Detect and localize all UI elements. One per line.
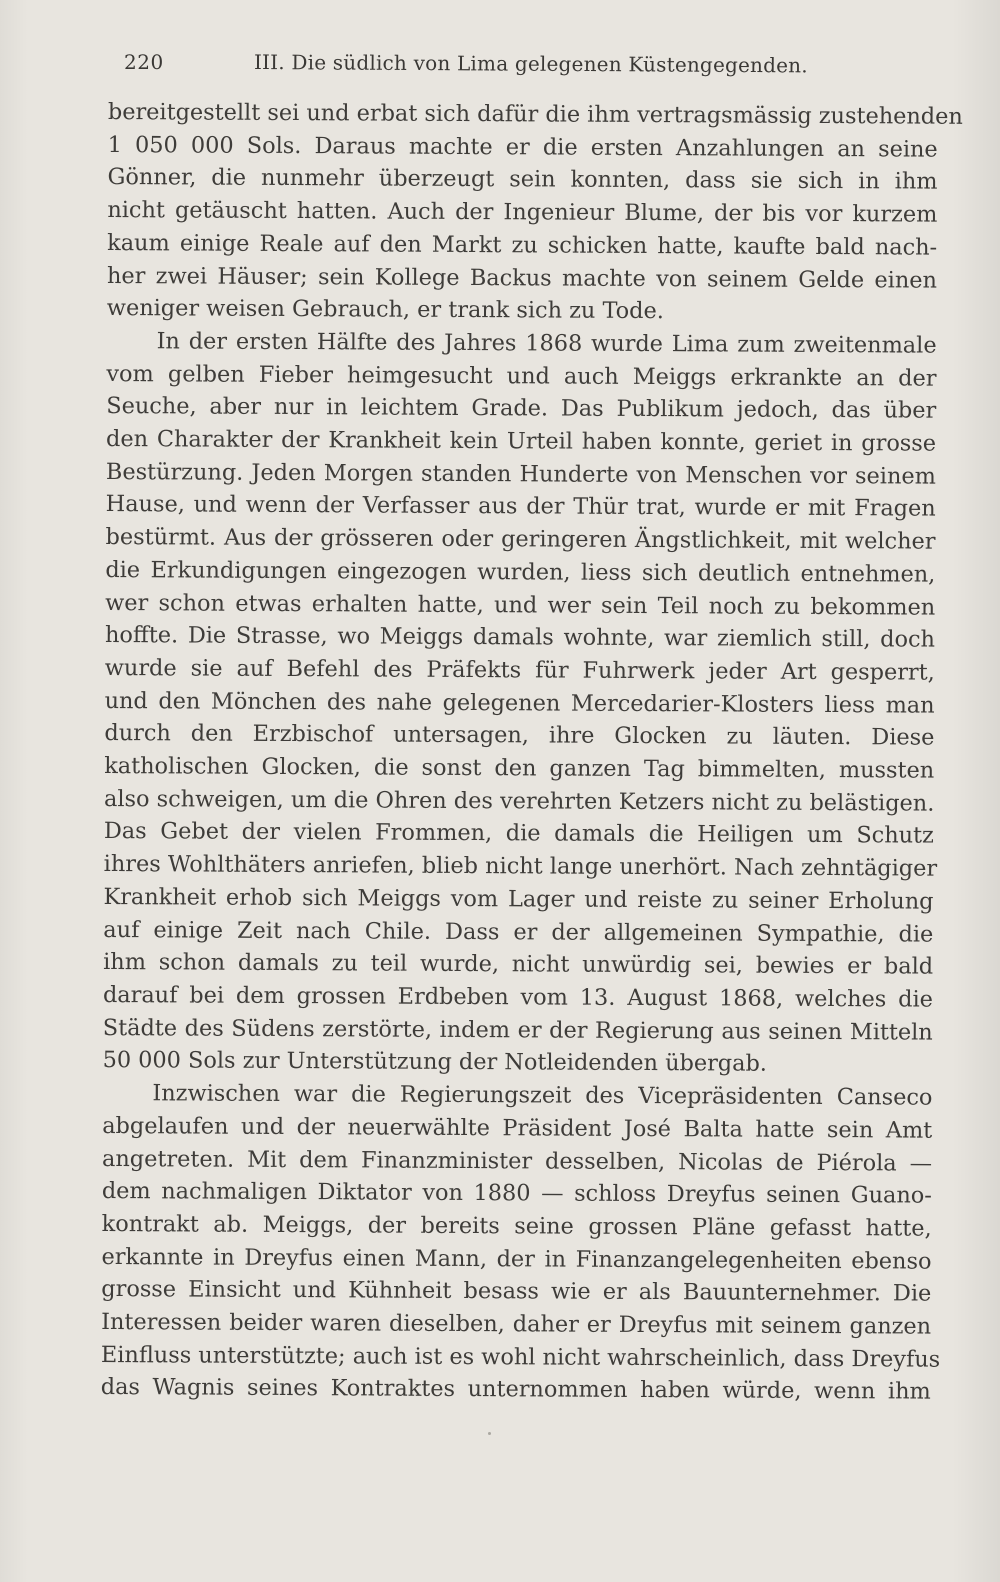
text-line: 50 000 Sols zur Unterstützung der Notleidenden übergab. [102, 1047, 768, 1078]
text-line: also schweigen, um die Ohren des verehrten Ketzers nicht zu belästigen. [104, 785, 935, 817]
text-line: Bestürzung. Jeden Morgen standen Hunderte von Menschen vor seinem [105, 458, 936, 490]
text-line: nicht getäuscht hatten. Auch der Ingenieur Blume, der bis vor kurzem [107, 197, 938, 228]
text-line: kaum einige Reale auf den Markt zu schicken hatte, kaufte bald nach- [107, 229, 938, 261]
text-line: Städte des Südens zerstörte, indem er der Regierung aus seinen Mitteln [102, 1014, 933, 1046]
text-line: bereitgestellt sei und erbat sich dafür die ihm vertragsmässig zustehenden [107, 98, 963, 130]
text-line: Seuche, aber nur in leichtem Grade. Das Publikum jedoch, das über [106, 393, 937, 424]
text-line: grosse Einsicht und Kühnheit besass wie er als Bauunternehmer. Die [101, 1276, 932, 1307]
text-line: abgelaufen und der neuerwählte Präsident José Balta hatte sein Amt [102, 1112, 933, 1144]
text-line: dem nachmaligen Diktator von 1880 — schloss Dreyfus seinen Guano- [101, 1178, 932, 1209]
text-line: vom gelben Fieber heimgesucht und auch Meiggs erkrankte an der [106, 360, 937, 392]
text-line: erkannte in Dreyfus einen Mann, der in Finanzangelegenheiten ebenso [101, 1243, 932, 1275]
text-line: ihm schon damals zu teil wurde, nicht unwürdig sei, bewies er bald [103, 949, 934, 980]
text-line: weniger weisen Gebrauch, er trank sich zu Tode. [106, 295, 664, 325]
text-line: angetreten. Mit dem Finanzminister desselben, Nicolas de Piérola — [101, 1145, 933, 1177]
text-line: Interessen beider waren dieselben, daher er Dreyfus mit seinem ganzen [101, 1308, 932, 1340]
text-line: Hause, und wenn der Verfasser aus der Thür trat, wurde er mit Fragen [105, 491, 936, 523]
running-head: III. Die südlich von Lima gelegenen Küstengegenden. [253, 50, 808, 78]
text-line: durch den Erzbischof untersagen, ihre Glocken zu läuten. Diese [104, 720, 935, 751]
text-line: auf einige Zeit nach Chile. Dass er der allgemeinen Sympathie, die [103, 916, 934, 948]
text-line: Das Gebet der vielen Frommen, die damals die Heiligen um Schutz [103, 818, 934, 850]
text-line: Gönner, die nunmehr überzeugt sein konnten, dass sie sich in ihm [107, 164, 938, 196]
page-header [124, 50, 944, 84]
text-line: wer schon etwas erhalten hatte, und wer sein Teil noch zu bekommen [105, 589, 936, 621]
text-line: den Charakter der Krankheit kein Urteil haben konnte, geriet in grosse [106, 426, 937, 457]
text-line: ihres Wohlthäters anriefen, blieb nicht lange unerhört. Nach zehntägiger [103, 851, 938, 882]
text-line: her zwei Häuser; sein Kollege Backus machte von seinem Gelde einen [106, 262, 938, 294]
text-line: wurde sie auf Befehl des Präfekts für Fuhrwerk jeder Art gesperrt, [104, 654, 935, 686]
paper-speck [488, 1432, 491, 1435]
text-line: kontrakt ab. Meiggs, der bereits seine grossen Pläne gefasst hatte, [101, 1210, 932, 1242]
text-line: Einfluss unterstützte; auch ist es wohl nicht wahrscheinlich, dass Dreyfus [100, 1341, 941, 1373]
text-line: In der ersten Hälfte des Jahres 1868 wurde Lima zum zweitenmale [156, 328, 937, 359]
text-line: 1 050 000 Sols. Daraus machte er die ersten Anzahlungen an seine [107, 131, 938, 163]
text-line: hoffte. Die Strasse, wo Meiggs damals wohnte, war ziemlich still, doch [104, 622, 936, 653]
text-line: Krankheit erhob sich Meiggs vom Lager und reiste zu seiner Erholung [103, 883, 934, 915]
text-line: das Wagnis seines Kontraktes unternommen haben würde, wenn ihm [100, 1374, 931, 1406]
text-line: Inzwischen war die Regierungszeit des Vicepräsidenten Canseco [152, 1080, 933, 1111]
text-line: und den Mönchen des nahe gelegenen Mercedarier-Klosters liess man [104, 687, 935, 719]
text-line: darauf bei dem grossen Erdbeben vom 13. August 1868, welches die [102, 981, 934, 1013]
text-line: bestürmt. Aus der grösseren oder geringeren Ängstlichkeit, mit welcher [105, 524, 936, 555]
text-line: die Erkundigungen eingezogen wurden, liess sich deutlich entnehmen, [105, 556, 936, 588]
text-line: katholischen Glocken, die sonst den ganzen Tag bimmelten, mussten [104, 753, 935, 784]
body-text [100, 96, 963, 1409]
page-number: 220 [124, 50, 164, 74]
